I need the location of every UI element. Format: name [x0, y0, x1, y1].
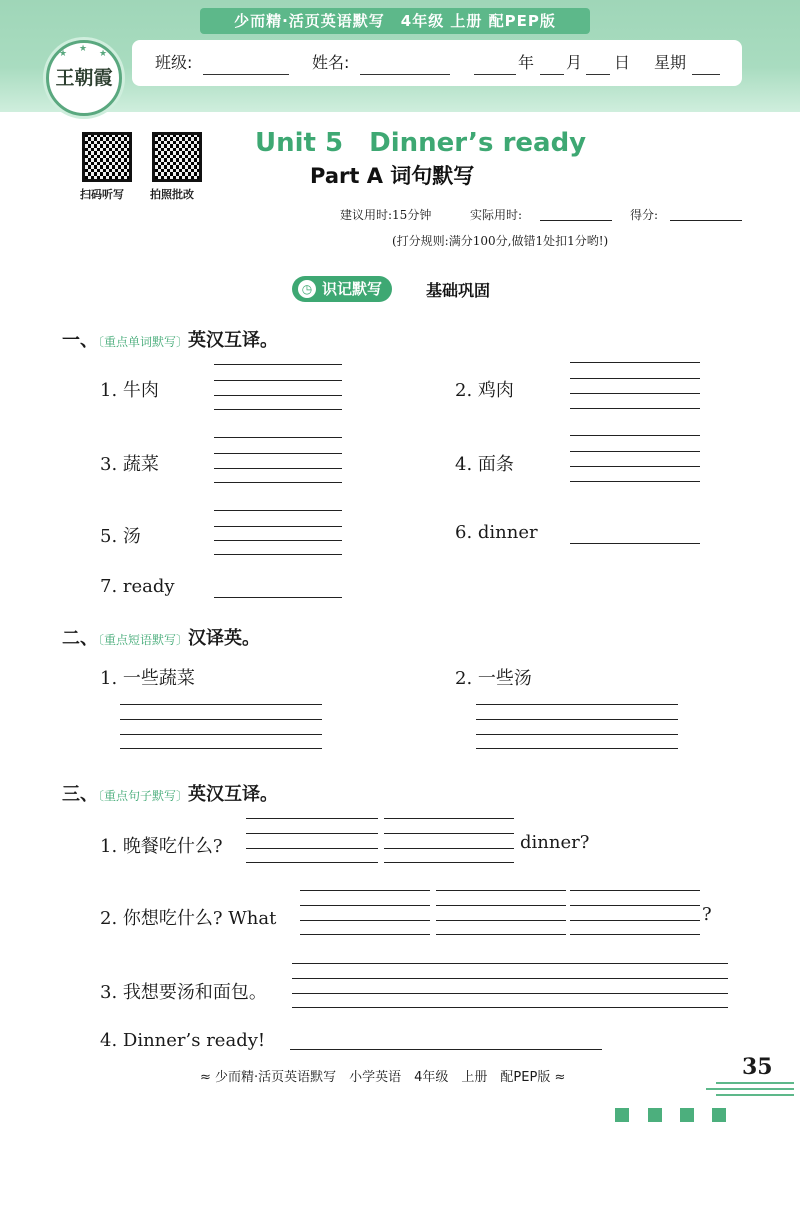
clock-icon: ◷ — [298, 280, 316, 298]
star-icon: ★ — [59, 49, 68, 59]
day-field[interactable] — [586, 60, 610, 79]
q1-item-7: 7. ready — [100, 576, 175, 597]
answer-line[interactable] — [570, 934, 700, 935]
q1-item-2: 2. 鸡肉 — [455, 380, 514, 401]
logo-text: 王朝霞 — [55, 67, 113, 89]
answer-line[interactable] — [214, 437, 342, 438]
year-label: 年 — [518, 53, 535, 72]
class-field[interactable] — [203, 60, 289, 79]
answer-line[interactable] — [570, 378, 700, 379]
answer-line[interactable] — [436, 920, 566, 921]
suggested-time: 建议用时:15分钟 — [340, 208, 432, 222]
weekday-label: 星期 — [654, 53, 687, 72]
qr-code-listen-icon[interactable] — [82, 132, 132, 182]
score-label: 得分: — [630, 208, 659, 222]
q3-sentence-2: 2. 你想吃什么? What — [100, 908, 277, 929]
answer-line[interactable] — [214, 482, 342, 483]
qr-code-grade-icon[interactable] — [152, 132, 202, 182]
answer-line[interactable] — [570, 890, 700, 891]
year-field[interactable] — [474, 60, 516, 79]
q2-num: 二、 — [62, 628, 98, 649]
q3-sentence-4: 4. Dinner’s ready! — [100, 1030, 266, 1051]
answer-line[interactable] — [570, 393, 700, 394]
unit-title: Unit 5 Dinner’s ready — [255, 128, 587, 158]
answer-line[interactable] — [120, 734, 322, 735]
section-pill: 识记默写 — [292, 276, 392, 302]
score-field[interactable] — [670, 220, 742, 221]
q1-title: 英汉互译。 — [188, 330, 279, 351]
q2-heading — [62, 624, 260, 650]
answer-line[interactable] — [214, 540, 342, 541]
answer-line[interactable] — [570, 920, 700, 921]
answer-line[interactable] — [570, 905, 700, 906]
q3-sentence-1: 1. 晚餐吃什么? — [100, 836, 223, 857]
q2-item-2: 2. 一些汤 — [455, 668, 532, 689]
q1-num: 一、 — [62, 330, 98, 351]
answer-line[interactable] — [292, 1007, 728, 1008]
q1-item-1: 1. 牛肉 — [100, 380, 159, 401]
answer-line[interactable] — [300, 920, 430, 921]
logo — [46, 40, 122, 116]
name-label: 姓名: — [312, 53, 350, 72]
answer-line[interactable] — [246, 818, 378, 819]
answer-line[interactable] — [300, 890, 430, 891]
month-field[interactable] — [540, 60, 564, 79]
actual-time-field[interactable] — [540, 220, 612, 221]
answer-line[interactable] — [476, 748, 678, 749]
answer-line[interactable] — [214, 526, 342, 527]
wave-decoration — [706, 1088, 794, 1090]
answer-line[interactable] — [214, 510, 342, 511]
page-number: 35 — [742, 1054, 773, 1080]
answer-line[interactable] — [384, 818, 514, 819]
section-sub: 基础巩固 — [426, 281, 491, 300]
wave-decoration — [716, 1082, 794, 1084]
qr-listen-label: 扫码听写 — [80, 188, 124, 201]
q3-sentence-1-end: dinner? — [520, 832, 590, 853]
answer-line[interactable] — [120, 719, 322, 720]
marker-square — [680, 1108, 694, 1122]
answer-line[interactable] — [570, 408, 700, 409]
q2-item-1: 1. 一些蔬菜 — [100, 668, 195, 689]
day-label: 日 — [614, 53, 631, 72]
q2-title: 汉译英。 — [188, 628, 261, 649]
q1-item-5: 5. 汤 — [100, 526, 141, 547]
answer-line[interactable] — [292, 978, 728, 979]
q3-tag: 〔重点句子默写〕 — [98, 789, 189, 803]
answer-line[interactable] — [214, 554, 342, 555]
answer-line[interactable] — [214, 380, 342, 381]
marker-square — [648, 1108, 662, 1122]
answer-line[interactable] — [300, 905, 430, 906]
q1-heading — [62, 326, 278, 352]
answer-line[interactable] — [436, 905, 566, 906]
wave-decoration — [716, 1094, 794, 1096]
star-icon: ★ — [79, 44, 88, 54]
part-title: Part A 词句默写 — [310, 164, 475, 188]
weekday-field[interactable] — [692, 60, 720, 79]
answer-line[interactable] — [214, 453, 342, 454]
answer-line[interactable] — [436, 890, 566, 891]
answer-line[interactable] — [214, 409, 342, 410]
answer-line[interactable] — [476, 704, 678, 705]
class-label: 班级: — [155, 53, 193, 72]
answer-line[interactable] — [570, 466, 700, 467]
star-icon: ★ — [99, 49, 108, 59]
answer-line[interactable] — [384, 848, 514, 849]
name-field[interactable] — [360, 60, 450, 79]
q3-num: 三、 — [62, 784, 98, 805]
answer-line[interactable] — [570, 543, 700, 544]
q3-sentence-3: 3. 我想要汤和面包。 — [100, 982, 267, 1003]
answer-line[interactable] — [246, 848, 378, 849]
answer-line[interactable] — [214, 364, 342, 365]
q1-tag: 〔重点单词默写〕 — [98, 335, 189, 349]
answer-line[interactable] — [120, 704, 322, 705]
answer-line[interactable] — [120, 748, 322, 749]
answer-line[interactable] — [476, 719, 678, 720]
answer-line[interactable] — [214, 597, 342, 598]
month-label: 月 — [566, 53, 583, 72]
answer-line[interactable] — [300, 934, 430, 935]
answer-line[interactable] — [570, 362, 700, 363]
answer-line[interactable] — [436, 934, 566, 935]
q3-heading — [62, 780, 278, 806]
answer-line[interactable] — [384, 833, 514, 834]
answer-line[interactable] — [292, 993, 728, 994]
answer-line[interactable] — [476, 734, 678, 735]
answer-line[interactable] — [246, 862, 378, 863]
q3-sentence-2-end: ? — [702, 904, 712, 925]
scoring-rule: (打分规则:满分100分,做错1处扣1分哟!) — [392, 234, 609, 248]
answer-line[interactable] — [570, 481, 700, 482]
q1-item-3: 3. 蔬菜 — [100, 454, 159, 475]
footer-text: ≈ 少而精·活页英语默写 小学英语 4年级 上册 配PEP版 ≈ — [200, 1070, 566, 1085]
answer-line[interactable] — [290, 1049, 602, 1050]
q2-tag: 〔重点短语默写〕 — [98, 633, 189, 647]
answer-line[interactable] — [384, 862, 514, 863]
answer-line[interactable] — [570, 435, 700, 436]
actual-time-label: 实际用时: — [470, 208, 523, 222]
q1-item-6: 6. dinner — [455, 522, 538, 543]
q3-title: 英汉互译。 — [188, 784, 279, 805]
series-title: 少而精·活页英语默写 4年级 上册 配PEP版 — [200, 8, 590, 34]
answer-line[interactable] — [292, 963, 728, 964]
answer-line[interactable] — [570, 451, 700, 452]
q1-item-4: 4. 面条 — [455, 454, 514, 475]
answer-line[interactable] — [246, 833, 378, 834]
answer-line[interactable] — [214, 395, 342, 396]
qr-grade-label: 拍照批改 — [150, 188, 194, 201]
answer-line[interactable] — [214, 468, 342, 469]
marker-square — [615, 1108, 629, 1122]
marker-square — [712, 1108, 726, 1122]
